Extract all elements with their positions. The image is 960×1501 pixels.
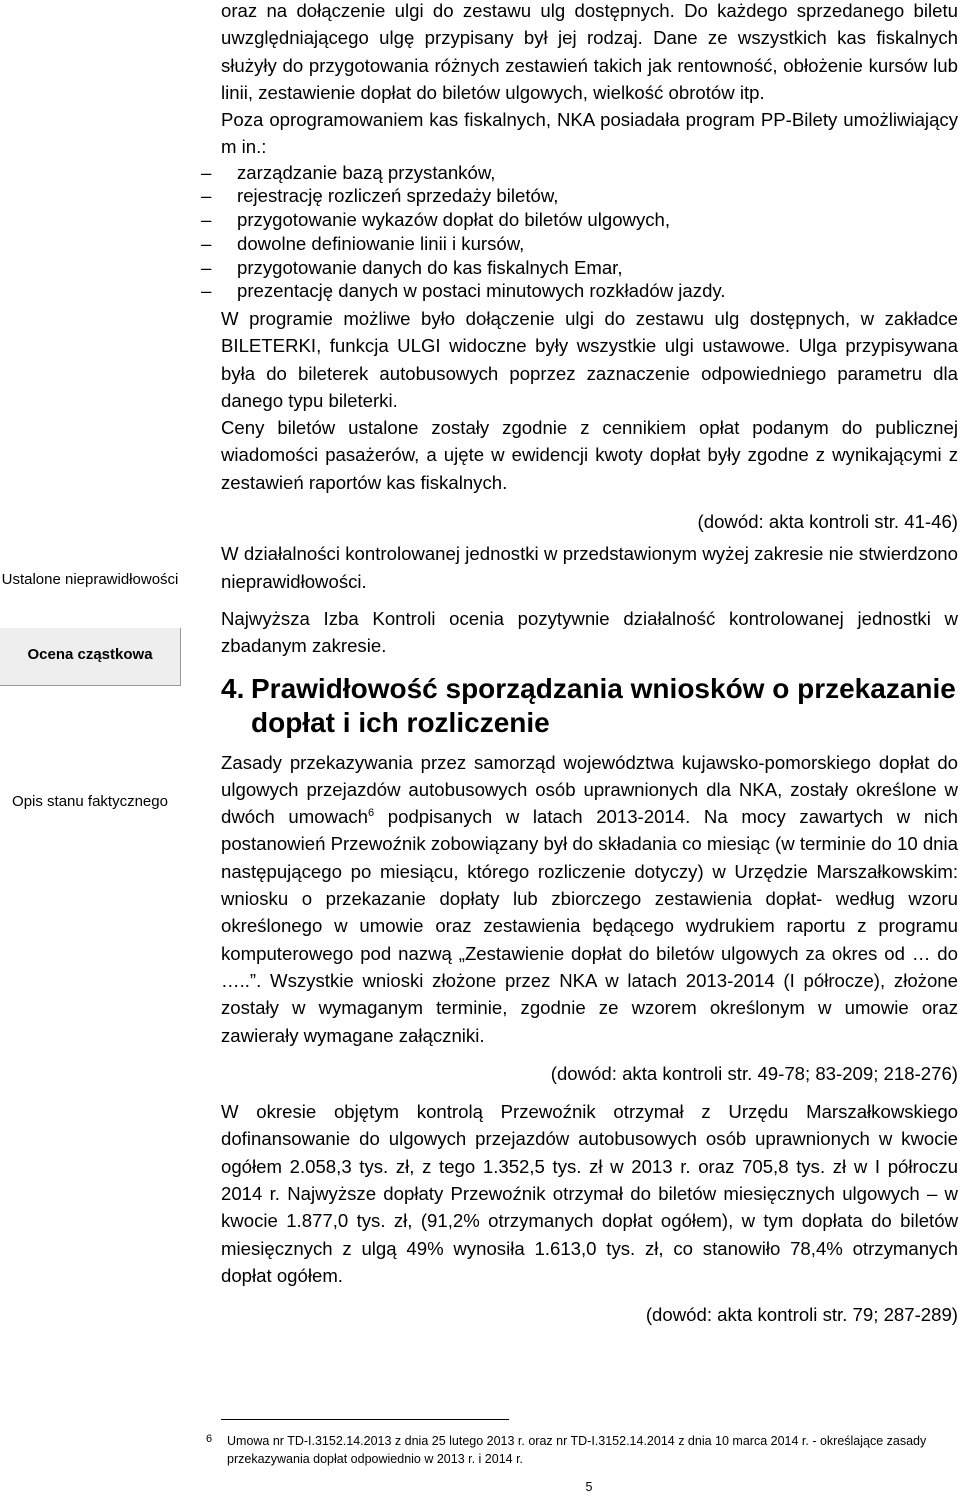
list-item: – przygotowanie danych do kas fiskalnych Emar,	[221, 256, 958, 280]
list-item: – przygotowanie wykazów dopłat do biletów ulgowych,	[221, 208, 958, 232]
funding-paragraph: W okresie objętym kontrolą Przewoźnik otrzymał z Urzędu Marszałkowskiego dofinansowanie do ulgowych przejazdów autobusowych osób uprawnionych w kwocie ogółem 2.058,3 tys. zł, z tego 1.352,5 tys. zł w 2013 r. oraz 705,8 tys. zł w I półroczu 2014 r. Najwyższe dopłaty Przewoźnik otrzymał do biletów miesięcznych ulgowych – w kwocie 1.877,0 tys. zł, (91,2% otrzymanych dopłat ogółem), w tym dopłata do biletów miesięcznych z ulgą 49% wynosiła 1.613,0 tys. zł, co stanowiło 78,4% otrzymanych dopłat ogółem.	[221, 1101, 958, 1286]
findings-paragraph: W działalności kontrolowanej jednostki w przedstawionym wyżej zakresie nie stwierdzono nieprawidłowości.	[221, 543, 958, 592]
footnote-divider	[221, 1419, 509, 1420]
program-intro-paragraph: Poza oprogramowaniem kas fiskalnych, NKA posiadała program PP-Bilety umożliwiający m in.:	[221, 109, 958, 158]
facts-paragraph	[221, 749, 958, 1049]
prices-paragraph: Ceny biletów ustalone zostały zgodnie z cennikiem opłat podanym do publicznej wiadomości pasażerów, a ujęte w ewidencji kwoty dopłat były zgodne z wynikającymi z zestawień raportów kas fiskalnych.	[221, 417, 958, 493]
intro-paragraph: oraz na dołączenie ulgi do zestawu ulg dostępnych. Do każdego sprzedanego biletu uwzględniającego ulgę przypisany był jej rodzaj. Dane ze wszystkich kas fiskalnych służyły do przygotowania różnych zestawień takich jak rentowność, obłożenie kursów lub linii, zestawienie dopłat do biletów ulgowych, wielkość obrotów itp.	[221, 0, 958, 103]
main-text-column	[221, 0, 958, 1329]
section-heading	[221, 672, 958, 740]
side-label-findings: Ustalone nieprawidłowości	[1, 571, 179, 588]
assessment-paragraph: Najwyższa Izba Kontroli ocenia pozytywnie działalność kontrolowanej jednostki w zbadanym zakresie.	[221, 607, 958, 657]
section-title: Prawidłowość sporządzania wniosków o przekazanie dopłat i ich rozliczenie	[251, 672, 956, 738]
program-features-list	[221, 161, 958, 303]
footnote-reference: 6	[367, 806, 375, 819]
side-label-facts: Opis stanu faktycznego	[12, 793, 168, 810]
list-item: – rejestrację rozliczeń sprzedaży biletów,	[221, 184, 958, 208]
facts-paragraph-part-a: Zasady przekazywania przez samorząd województwa kujawsko-pomorskiego dopłat do ulgowych przejazdów autobusowych osób uprawnionych dla NKA, zostały określone w dwóch umowach	[221, 751, 958, 828]
evidence-citation-2: (dowód: akta kontroli str. 49-78; 83-209; 218-276)	[550, 1062, 958, 1084]
footnote-mark: 6	[206, 1433, 213, 1445]
program-paragraph: W programie możliwe było dołączenie ulgi do zestawu ulg dostępnych, w zakładce BILETERKI, funkcja ULGI widoczne były wszystkie ulgi ustawowe. Ulga przypisywana była do bileterek autobusowych poprzez zaznaczenie odpowiedniego parametru dla danego typu bileterki.	[221, 308, 958, 411]
evidence-citation-3: (dowód: akta kontroli str. 79; 287-289)	[645, 1304, 958, 1326]
footnote-text: Umowa nr TD-I.3152.14.2013 z dnia 25 lutego 2013 r. oraz nr TD-I.3152.14.2014 z dnia 10 marca 2014 r. - określające zasady przekazywania dopłat odpowiednio w 2013 r. i 2014 r.	[227, 1434, 927, 1466]
page-number: 5	[585, 1480, 593, 1494]
list-item: – dowolne definiowanie linii i kursów,	[221, 232, 958, 256]
list-item: – zarządzanie bazą przystanków,	[221, 161, 958, 185]
side-label-assessment: Ocena cząstkowa	[0, 628, 181, 686]
side-label-facts-wrap	[0, 792, 186, 842]
facts-paragraph-part-b: podpisanych w latach 2013-2014. Na mocy zawartych w nich postanowień Przewoźnik zobowiązany był do składania co miesiąc (w terminie do 10 dnia następującego po miesiącu, którego rozliczenie dotyczy) w Urzędzie Marszałkowskim: wniosku o przekazanie dopłaty lub zbiorczego zestawienia dopłat- według wzoru określonego w umowie oraz zestawienia będącego wydrukiem raportu z programu komputerowego pod nazwą „Zestawienie dopłat do biletów ulgowych za okres od … do …..”. Wszystkie wnioski złożone przez NKA w latach 2013-2014 (I półrocze), złożone zostały w wymaganym terminie, zgodnie ze wzorem określonym w umowie oraz zawierały wymagane załączniki.	[221, 806, 958, 1046]
side-label-findings-wrap	[0, 570, 186, 620]
section-number: 4.	[221, 672, 245, 704]
evidence-citation-1: (dowód: akta kontroli str. 41-46)	[697, 511, 958, 533]
side-label-assessment-wrap	[0, 628, 186, 686]
list-item: – prezentację danych w postaci minutowych rozkładów jazdy.	[221, 279, 958, 303]
